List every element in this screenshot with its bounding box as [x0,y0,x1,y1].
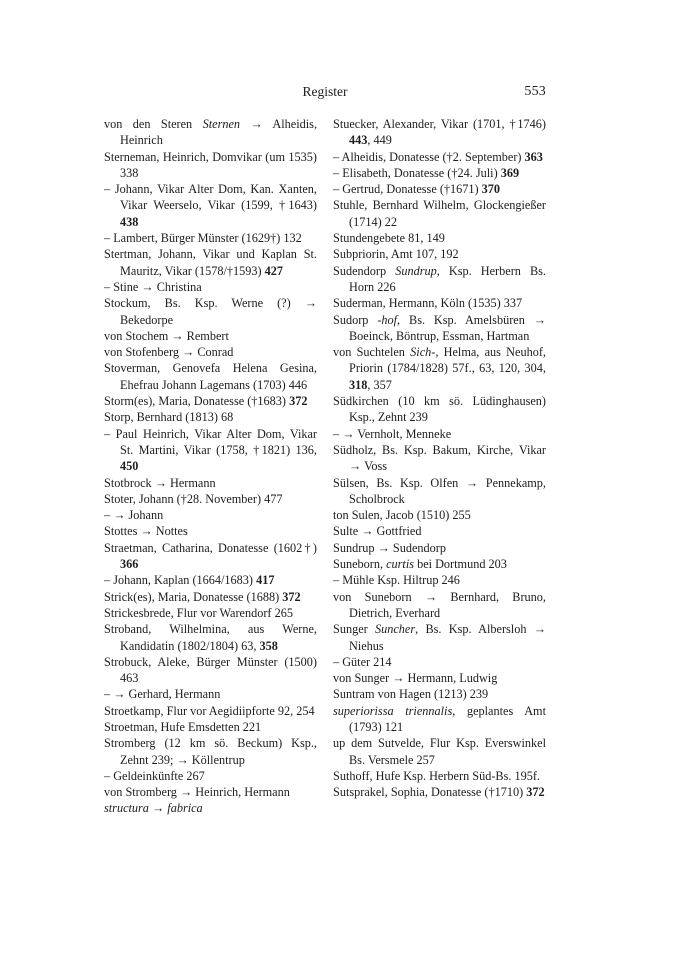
entry-text: Storp, Bernhard (1813) 68 [104,410,234,425]
index-entry [104,621,317,654]
page-reference-bold: 358 [259,638,278,653]
index-entry [333,312,546,345]
entry-text: – Alheidis, Donatesse (†2. September) [333,149,525,164]
entry-text: Suthoff, Hufe Ksp. Herbern Süd-Bs. 195f. [333,768,540,783]
entry-text: – Stine → Christina [104,279,202,294]
entry-text: ton Sulen, Jacob (1510) 255 [333,508,471,523]
entry-text: , 357 [367,377,392,392]
index-entry [333,703,546,736]
entry-text: Stroetkamp, Flur vor Aegidiipforte 92, 254 [104,703,315,718]
italic-term: Sundrup [395,263,437,278]
index-column-left [104,116,317,817]
index-entry [104,246,317,279]
entry-text: up dem Sutvelde, Flur Ksp. Everswinkel Bs. Versmele 257 [333,736,546,767]
index-subentry [333,165,546,181]
index-entry [333,442,546,475]
entry-text: von Sunger → Hermann, Ludwig [333,671,498,686]
index-entry [333,295,546,311]
entry-text: – → Johann [104,508,164,523]
index-entry [333,686,546,702]
entry-text: Sulte → Gottfried [333,524,422,539]
italic-term: Sternen [202,117,241,131]
index-entry [333,784,546,800]
entry-text: – Lambert, Bürger Münster (1629†) 132 [104,231,302,246]
italic-term: fabrica [167,801,203,816]
page-reference-bold: 372 [289,394,308,409]
index-column-right [333,116,546,800]
index-entry [104,360,317,393]
index-entry [104,116,317,149]
entry-text: Stroetman, Hufe Emsdetten 221 [104,719,262,734]
index-entry [333,197,546,230]
italic-term: Sich- [410,345,436,360]
entry-text: Sudendorp [333,263,396,278]
index-subentry [104,230,317,246]
index-subentry [104,572,317,588]
entry-text: Südkirchen (10 km sö. Lüdinghausen) Ksp., Zehnt 239 [333,394,546,425]
page-reference-bold: 443 [349,133,368,148]
index-subentry [104,279,317,295]
entry-text: – Gertrud, Donatesse (†1671) [333,182,482,197]
index-entry [333,246,546,262]
italic-term: superiorissa triennalis [333,703,453,718]
entry-text: Sunger [333,622,375,637]
entry-text: Sülsen, Bs. Ksp. Olfen → Pennekamp, Scholbrock [333,475,546,506]
index-entry [333,556,546,572]
entry-text: – Geldeinkünfte 267 [104,768,205,783]
index-subentry [333,149,546,165]
index-entry [104,800,317,816]
index-entry [104,409,317,425]
entry-text: Strobuck, Aleke, Bürger Münster (1500) 463 [104,654,317,686]
page-reference-bold: 372 [526,785,545,800]
index-entry [333,523,546,539]
index-entry [333,475,546,508]
entry-text: Straetman, Catharina, Donatesse (1602†) [104,540,317,555]
entry-text: → Alheidis, Heinrich [120,117,318,148]
entry-text: Stottes → Nottes [104,524,188,539]
index-entry [104,703,317,719]
entry-text: , Bs. Ksp. Amelsbüren → Boeinck, Böntrup, Essman, Hartman [349,312,546,343]
index-entry [333,393,546,426]
entry-text: Stoverman, Genovefa Helena Gesina, Ehefrau Johann Lagemans (1703) 446 [104,361,317,392]
page-number: 553 [524,84,546,99]
index-entry [104,149,317,182]
page-header [104,84,546,104]
page-reference-bold: 427 [264,263,284,278]
entry-text: → [148,801,168,816]
index-subentry [104,507,317,523]
entry-text: – → Gerhard, Hermann [104,687,221,702]
page-reference-bold: 450 [120,459,139,474]
entry-text: Sterneman, Heinrich, Domvikar (um 1535) 338 [104,149,317,180]
entry-text: von Stofenberg → Conrad [104,345,234,360]
index-subentry [333,426,546,442]
entry-text: Stertman, Johann, Vikar und Kaplan St. Mauritz, Vikar (1578/†1593) [104,247,317,278]
page-reference-bold: 318 [349,377,368,392]
index-entry [104,344,317,360]
entry-text: Stoter, Johann (†28. November) 477 [104,491,283,506]
entry-text: Stockum, Bs. Ksp. Werne (?) → Bekedorpe [104,296,317,327]
index-subentry [104,768,317,784]
index-entry [104,719,317,735]
entry-text: bei Dortmund 203 [414,557,507,572]
index-entry [333,768,546,784]
entry-text: Stromberg (12 km sö. Beckum) Ksp., Zehnt 239; → Köllentrup [104,736,317,767]
index-entry [104,295,317,328]
index-entry [104,523,317,539]
entry-text: von Stromberg → Heinrich, Hermann [104,785,290,800]
page-reference-bold: 366 [120,557,139,572]
entry-text: , Ksp. Herbern Bs. Horn 226 [349,263,546,294]
entry-text: – Güter 214 [333,654,392,669]
entry-text: Strickesbrede, Flur vor Warendorf 265 [104,605,293,620]
entry-text: , geplantes Amt (1793) 121 [349,703,546,734]
entry-text: , Helma, aus Neuhof, Priorin (1784/1828) 57f., 63, 120, 304, [349,345,546,376]
index-subentry [104,426,317,475]
italic-term: Suncher [374,622,416,637]
index-entry [104,393,317,409]
index-entry [333,670,546,686]
index-subentry [333,181,546,197]
page-reference-bold: 369 [500,165,520,180]
page-reference-bold: 370 [481,182,501,197]
entry-text: – Johann, Kaplan (1664/1683) [104,573,257,588]
entry-text: von Suchtelen [333,345,411,360]
entry-text: Strick(es), Maria, Donatesse (1688) [104,589,283,604]
entry-text: Stuhle, Bernhard Wilhelm, Glockengießer (1714) 22 [333,198,546,229]
italic-term: structura [104,801,149,816]
index-entry [104,605,317,621]
index-entry [104,654,317,687]
index-entry [104,328,317,344]
index-entry [333,263,546,296]
index-entry [333,116,546,149]
index-entry [104,589,317,605]
italic-term: curtis [386,557,414,572]
running-head: Register [302,84,348,99]
index-entry [333,230,546,246]
index-subentry [333,654,546,670]
entry-text: Suntram von Hagen (1213) 239 [333,687,489,702]
page-reference-bold: 438 [120,214,139,229]
index-subentry [104,181,317,230]
entry-text: von Suneborn → Bernhard, Bruno, Dietrich, Everhard [333,589,546,620]
italic-term: -hof [377,312,398,327]
index-entry [333,344,546,393]
index-entry [333,621,546,654]
entry-text: , Bs. Ksp. Albersloh → Niehus [349,622,546,653]
entry-text: Suderman, Hermann, Köln (1535) 337 [333,296,523,311]
entry-text: Stroband, Wilhelmina, aus Werne, Kandidatin (1802/1804) 63, [104,622,317,653]
entry-text: Sudorp [333,312,378,327]
entry-text: Sutsprakel, Sophia, Donatesse (†1710) [333,785,527,800]
entry-text: von Stochem → Rembert [104,328,229,343]
entry-text: Südholz, Bs. Ksp. Bakum, Kirche, Vikar → Voss [333,442,546,474]
entry-text: Subpriorin, Amt 107, 192 [333,247,459,262]
entry-text: – Mühle Ksp. Hiltrup 246 [333,573,460,588]
index-entry [104,491,317,507]
page-reference-bold: 363 [524,149,543,164]
index-entry [104,540,317,573]
index-subentry [104,686,317,702]
entry-text: von den Steren [104,117,203,131]
index-entry [333,507,546,523]
entry-text: Stotbrock → Hermann [104,475,216,490]
index-entry [333,540,546,556]
entry-text: , 449 [367,133,392,148]
page-reference-bold: 372 [282,589,301,604]
page-reference-bold: 417 [256,573,275,588]
index-entry [104,735,317,768]
entry-text: – → Vernholt, Menneke [333,426,452,441]
entry-text: – Paul Heinrich, Vikar Alter Dom, Vikar St. Martini, Vikar (1758, †1821) 136, [104,426,317,457]
entry-text: Stuecker, Alexander, Vikar (1701, †1746) [333,117,546,131]
entry-text: Sundrup → Sudendorp [333,540,446,555]
entry-text: Suneborn, [333,557,387,572]
index-entry [104,784,317,800]
entry-text: – Elisabeth, Donatesse (†24. Juli) [333,165,501,180]
entry-text: – Johann, Vikar Alter Dom, Kan. Xanten, Vikar Weerselo, Vikar (1599, †1643) [104,182,317,213]
entry-text: Stundengebete 81, 149 [333,231,445,246]
index-entry [333,589,546,622]
entry-text: Storm(es), Maria, Donatesse (†1683) [104,394,290,409]
index-subentry [333,572,546,588]
index-entry [104,475,317,491]
index-entry [333,735,546,768]
